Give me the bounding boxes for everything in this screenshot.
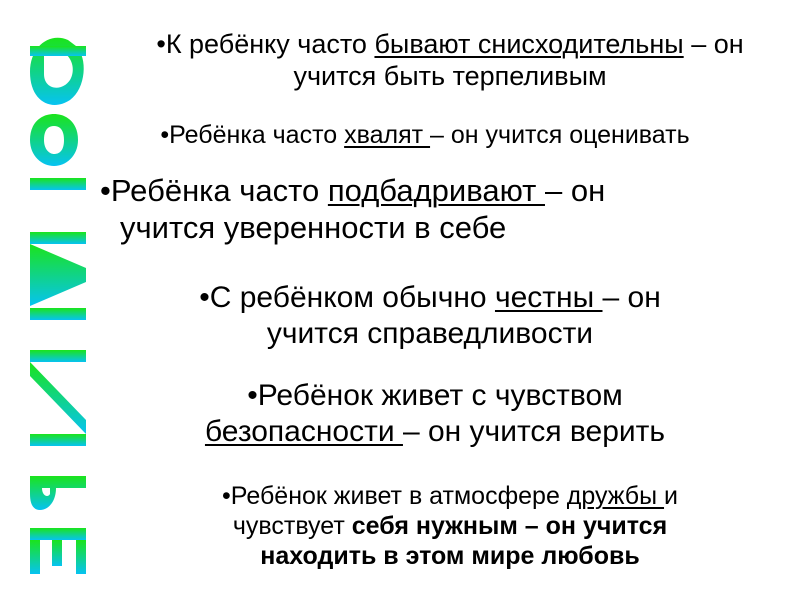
statement-4-line2: учится справедливости bbox=[266, 317, 594, 350]
letter-i-top bbox=[30, 350, 86, 362]
letter-m-top bbox=[30, 232, 86, 244]
letter-i-bottom bbox=[30, 434, 86, 446]
statement-3-line2: учится уверенности в себе bbox=[120, 210, 507, 246]
statement-6-line1 bbox=[150, 481, 750, 511]
bullet: • bbox=[156, 29, 166, 59]
statement-6-underlined: дружбы bbox=[566, 482, 665, 510]
letter-v-stem bbox=[30, 178, 86, 190]
statement-5-underlined: безопасности bbox=[204, 415, 403, 448]
statement-4 bbox=[150, 280, 710, 352]
statement-4-tail: – он bbox=[602, 281, 661, 314]
statement-6-line3: находить в этом мире любовь bbox=[260, 542, 640, 570]
statement-4-underlined: честны bbox=[494, 281, 603, 314]
statement-5-line1 bbox=[160, 378, 710, 414]
vertical-title-graphic bbox=[22, 10, 92, 580]
letter-e-arm1 bbox=[30, 540, 40, 574]
letter-e-stem bbox=[30, 528, 86, 540]
statement-2 bbox=[90, 120, 760, 150]
statement-6-line2 bbox=[150, 511, 750, 541]
statement-3-line1 bbox=[100, 172, 700, 209]
statement-1-line2: учится быть терпеливым bbox=[293, 61, 607, 92]
statement-2-underlined: хвалят bbox=[344, 121, 431, 149]
letter-e-arm3 bbox=[76, 540, 86, 574]
statement-5 bbox=[160, 378, 710, 450]
letter-r-shape bbox=[30, 476, 86, 510]
statement-3-text: Ребёнка часто bbox=[110, 173, 328, 208]
statement-2-text: Ребёнка часто bbox=[169, 121, 345, 149]
letter-m-middle bbox=[30, 244, 86, 306]
statement-6-text: Ребёнок живет в атмосфере bbox=[230, 482, 567, 510]
bullet: • bbox=[199, 281, 210, 314]
statement-3-tail: – он bbox=[544, 173, 606, 208]
statement-1-underlined: бывают снисходительны bbox=[374, 29, 684, 59]
statement-6-tail: и bbox=[664, 482, 678, 510]
letter-e-arm2 bbox=[52, 540, 62, 566]
statement-2-line1 bbox=[90, 120, 760, 150]
statement-1-line1 bbox=[100, 28, 800, 60]
statement-6-line2-bold: себя нужным – он учится bbox=[351, 512, 668, 540]
bullet: • bbox=[100, 173, 111, 208]
statement-3-underlined: подбадривают bbox=[327, 173, 545, 208]
statement-4-text: С ребёнком обычно bbox=[209, 281, 495, 314]
letter-i-diagonal bbox=[30, 362, 86, 434]
vertical-title bbox=[22, 10, 92, 580]
statement-1-text: К ребёнку часто bbox=[165, 29, 375, 59]
statement-4-line1 bbox=[150, 280, 710, 316]
statement-3 bbox=[100, 172, 700, 246]
statement-1 bbox=[100, 28, 800, 93]
statement-2-tail: – он учится оценивать bbox=[430, 121, 690, 149]
bullet: • bbox=[222, 482, 231, 510]
letter-m-bottom bbox=[30, 308, 86, 320]
statement-5-line2 bbox=[160, 414, 710, 450]
letter-v-shape bbox=[30, 114, 78, 166]
statement-5-text: Ребёнок живет с чувством bbox=[257, 379, 623, 412]
statement-5-tail: – он учится верить bbox=[402, 415, 666, 448]
statement-6 bbox=[150, 481, 750, 571]
bullet: • bbox=[247, 379, 258, 412]
letter-ya-bar bbox=[30, 46, 86, 56]
statement-1-tail: – он bbox=[683, 29, 744, 59]
bullet: • bbox=[160, 121, 170, 149]
statement-6-line2-text: чувствует bbox=[232, 512, 352, 540]
